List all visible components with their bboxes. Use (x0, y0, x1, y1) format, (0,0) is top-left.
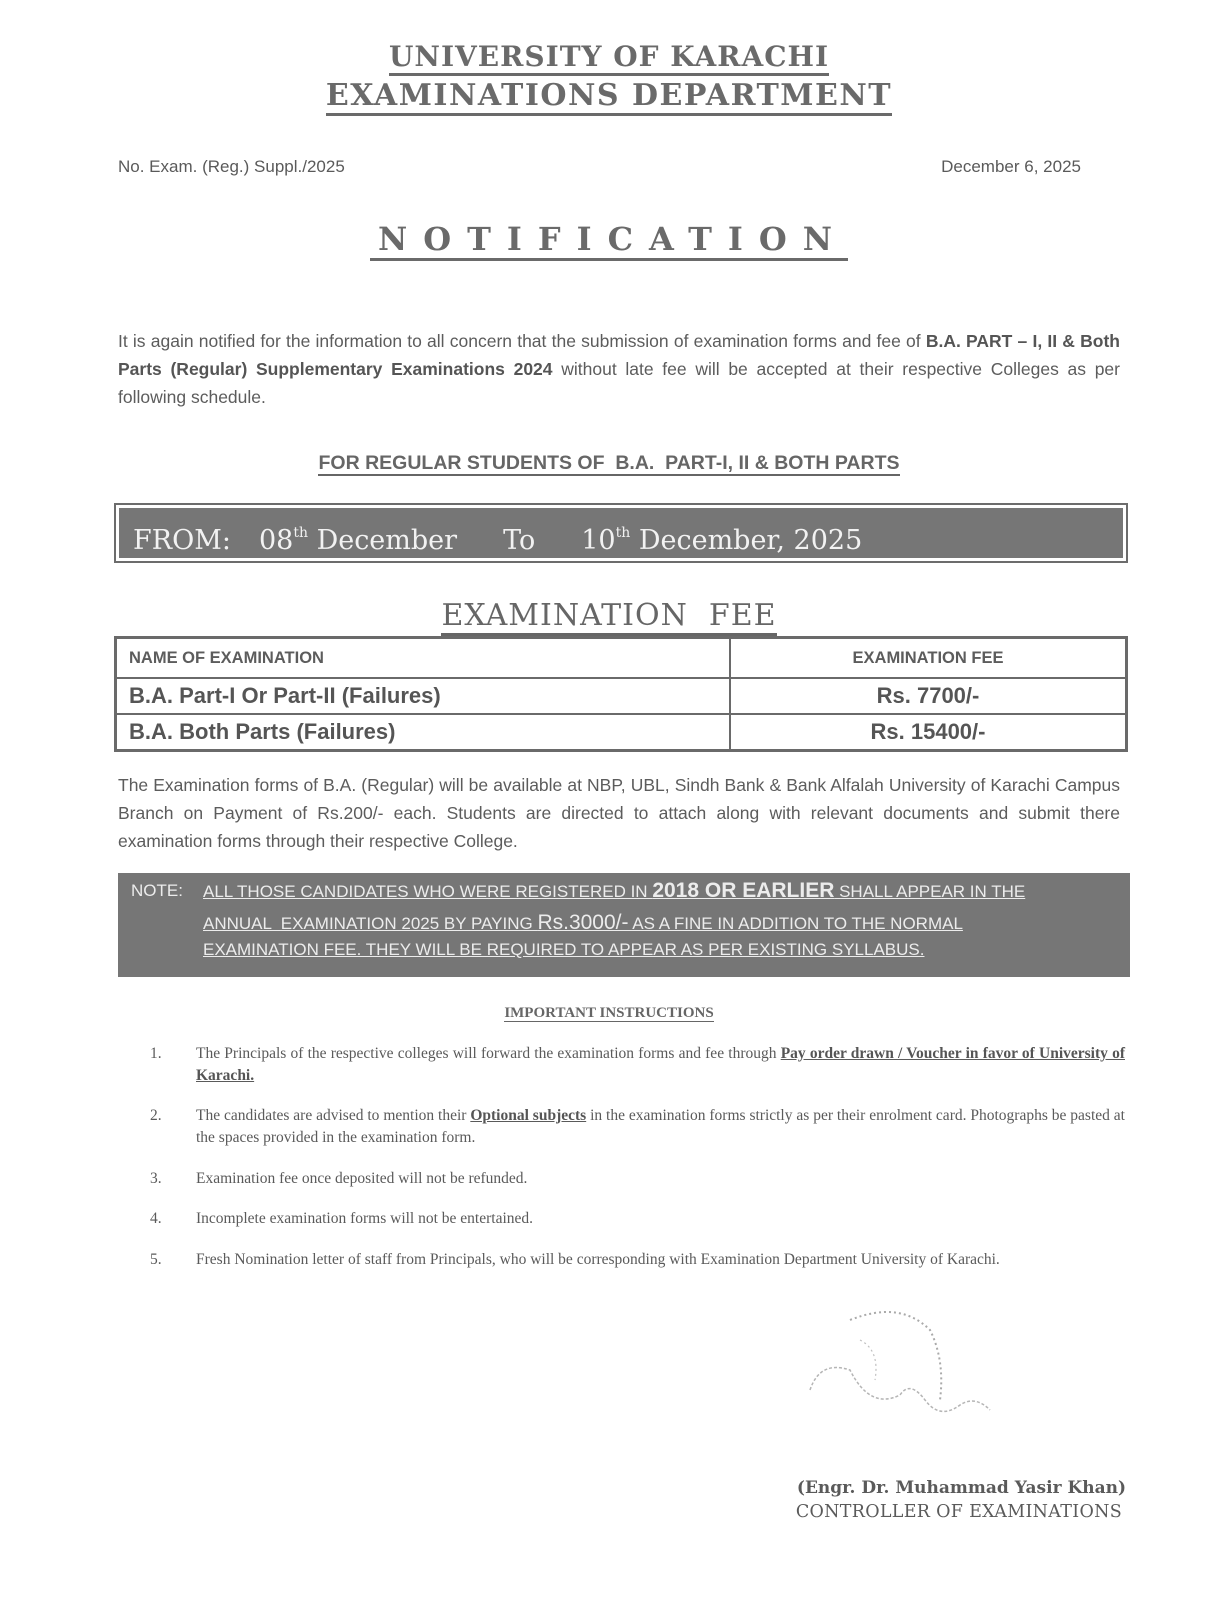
item-text: Examination fee once deposited will not be refunded. (196, 1170, 528, 1187)
university-title (0, 40, 1218, 73)
column-header-fee: EXAMINATION FEE (730, 638, 1127, 679)
column-header-name: NAME OF EXAMINATION (116, 638, 731, 679)
signature-stamp (790, 1300, 1010, 1430)
note-text: ANNUAL EXAMINATION 2025 BY PAYING (203, 914, 538, 933)
note-line-1 (203, 879, 1025, 903)
item-text: Incomplete examination forms will not be entertained. (196, 1210, 534, 1227)
note-emphasis: 2018 OR EARLIER (652, 879, 835, 902)
instructions-heading (0, 1005, 1218, 1022)
start-day-suffix: th (293, 525, 308, 541)
item-number: 3. (150, 1170, 162, 1187)
to-label: To (503, 525, 536, 556)
item-text-plain: The Principals of the respective colleges will forward the examination forms and fee through (196, 1045, 781, 1062)
schedule-box (114, 503, 1128, 563)
note-label: NOTE: (131, 881, 183, 900)
fee-table-header (116, 638, 1127, 679)
item-text-plain: The candidates are advised to mention their (196, 1107, 471, 1124)
instructions-heading-text: IMPORTANT INSTRUCTIONS (504, 1005, 714, 1021)
item-emphasis: Pay order drawn / Voucher in favor of University of Karachi. (196, 1045, 1125, 1084)
university-title-text: UNIVERSITY OF KARACHI (389, 40, 829, 76)
signature-stroke (810, 1368, 990, 1412)
note-line-3: EXAMINATION FEE. THEY WILL BE REQUIRED TO APPEAR AS PER EXISTING SYLLABUS. (203, 940, 925, 959)
note-text: SHALL APPEAR IN THE (834, 882, 1026, 901)
start-day: 08 (258, 525, 294, 556)
exam-name: B.A. Part-I Or Part-II (Failures) (116, 678, 731, 714)
intro-text-1: It is again notified for the information to all concern that the submission of examination forms and fee of (118, 331, 926, 351)
schedule-dates (119, 508, 1123, 558)
end-day: 10 (581, 525, 616, 556)
intro-bold-text: B.A. PART – I, II & Both Parts (Regular) Supplementary Examinations 2024 (118, 331, 1120, 379)
intro-paragraph (118, 327, 1120, 411)
exam-name: B.A. Both Parts (Failures) (116, 714, 731, 751)
department-title-text: EXAMINATIONS DEPARTMENT (326, 78, 892, 116)
fee-table (114, 636, 1128, 752)
item-emphasis: Optional subjects (470, 1107, 587, 1124)
exam-fee: Rs. 15400/- (730, 714, 1127, 751)
notification-heading-text: NOTIFICATION (370, 220, 848, 261)
from-label: FROM: (133, 525, 231, 556)
item-text (196, 1043, 1125, 1087)
reference-number: No. Exam. (Reg.) Suppl./2025 (118, 157, 345, 176)
signatory-title: CONTROLLER OF EXAMINATIONS (795, 1502, 1122, 1522)
item-text (196, 1105, 1125, 1149)
forms-paragraph: The Examination forms of B.A. (Regular) will be available at NBP, UBL, Sindh Bank & Bank Alfalah University of Karachi Campus Branch on Payment of Rs.200/- each. Students are directed to attach along with relevant documents and submit there examination forms through their respective College. (118, 775, 1120, 851)
note-text: ALL THOSE CANDIDATES WHO WERE REGISTERED IN (203, 882, 653, 901)
item-text: Fresh Nomination letter of staff from Principals, who will be corresponding with Examination Department University of Karachi. (196, 1251, 1000, 1268)
item-number: 2. (150, 1107, 162, 1124)
table-row (116, 714, 1127, 751)
schedule-heading-text: FOR REGULAR STUDENTS OF B.A. PART-I, II & BOTH PARTS (318, 452, 900, 474)
schedule-heading (0, 452, 1218, 475)
intro-text-2: without late fee will be accepted at their respective Colleges as per following schedule. (118, 359, 1120, 407)
start-month: December (316, 525, 458, 556)
item-number: 5. (150, 1251, 162, 1268)
note-emphasis: Rs.3000/- (537, 911, 629, 934)
signatory-name: (Engr. Dr. Muhammad Yasir Khan) (796, 1478, 1126, 1498)
fee-heading-text: EXAMINATION FEE (441, 598, 776, 636)
stamp-arc (850, 1312, 941, 1400)
department-title (0, 78, 1218, 113)
notification-heading (0, 220, 1218, 258)
fee-heading (0, 598, 1218, 633)
item-text-plain: in the examination forms strictly as per their enrolment card. Photographs be pasted at the spaces provided in the examination form. (196, 1107, 1125, 1146)
notice-date: December 6, 2025 (941, 157, 1081, 176)
table-row (116, 678, 1127, 714)
end-month-year: December, 2025 (638, 525, 863, 556)
exam-fee: Rs. 7700/- (730, 678, 1127, 714)
signature-stroke (860, 1340, 876, 1380)
item-number: 1. (150, 1045, 162, 1062)
note-line-2 (203, 911, 963, 935)
note-text: AS A FINE IN ADDITION TO THE NORMAL (628, 914, 963, 933)
item-number: 4. (150, 1210, 162, 1227)
note-box (118, 873, 1130, 977)
end-day-suffix: th (615, 525, 631, 541)
